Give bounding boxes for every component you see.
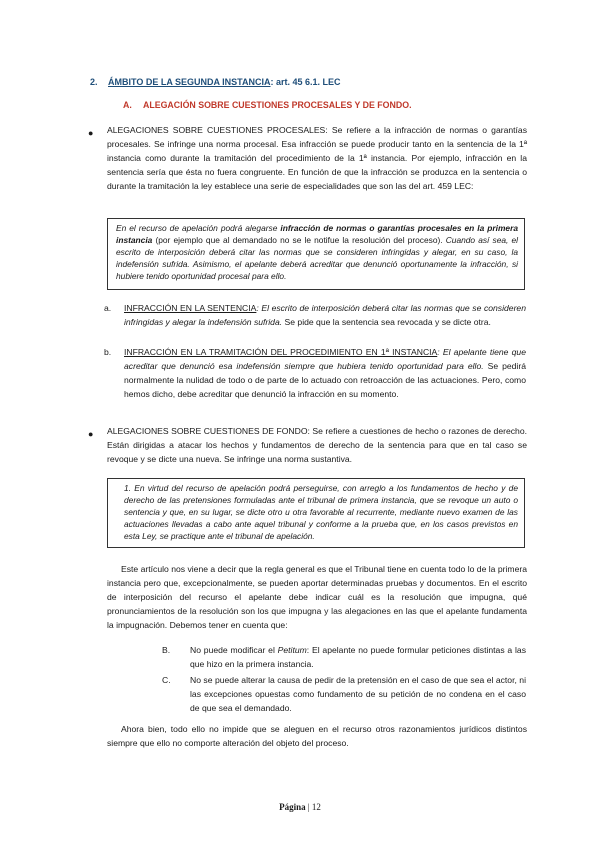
quote-text-intro: En el recurso de apelación podrá alegarse (116, 223, 281, 233)
substantive-allegations-paragraph: ALEGACIONES SOBRE CUESTIONES DE FONDO: Se refiere a cuestiones de hecho o razones de derecho. Están dirigidas a atacar los hechos y fundamentos de derecho de la sentencia para que en tal caso se revoque y se dicte una nueva. Se infringe una norma sustantiva. (107, 426, 527, 464)
quote-text-bold: infracción de normas o garantías procesales en la primera instancia (116, 223, 518, 245)
quote-text-body: Cuando así sea, el escrito de interposición deberá citar las normas que se consideren infringidas y alegar, en su caso, la indefensión sufrida. Asimismo, el apelante deberá acreditar que denunció oportunamente la infracción, si hubiere tenido oportunidad procesal para ello. (116, 235, 518, 281)
list-item-text: Se pide que la sentencia sea revocada y se dicte otra. (282, 317, 491, 327)
list-item-italic: : El escrito de interposición deberá citar las normas que se consideren infringidas y alegar la indefensión sufrida. (124, 303, 526, 327)
list-item-italic: : El apelante tiene que acreditar que denunció esa indefensión siempre que hubiera tenido oportunidad para ello. (124, 347, 526, 371)
list-item-text: No se puede alterar la causa de pedir de la pretensión en el caso de que sea el actor, ni las excepciones opuestas como fundamento de su petición de no condena en el caso de que sea el demandado. (190, 675, 526, 713)
subsection-letter: A. (123, 100, 132, 110)
list-item (162, 643, 527, 671)
section-heading (90, 75, 341, 89)
bullet-icon: ● (88, 429, 94, 439)
list-item-rest: : El apelante no puede formular peticiones distintas a las que hizo en la primera instancia. (190, 645, 527, 669)
legal-quote-box-456: 1. En virtud del recurso de apelación podrá perseguirse, con arreglo a los fundamentos de hecho y de derecho de las pretensiones formuladas ante el tribunal de primera instancia, que se revoque un auto o sentencia y que, en su lugar, se dicte otro u otra favorable al recurrente, mediante nuevo examen de las actuaciones llevadas a cabo ante aquel tribunal y conforme a la prueba que, en los casos previstos en esta Ley, se practique ante el tribunal de apelación. (107, 478, 525, 548)
procedural-allegations-paragraph: ALEGACIONES SOBRE CUESTIONES PROCESALES: Se refiere a la infracción de normas o garantías procesales. Se infringe una norma procesal. Esa infracción se puede producir tanto en la sentencia de la 1ª instancia como durante la tramitación del procedimiento de la 1ª instancia. Por ejemplo, infracción en la sentencia sería que ésta no fuera congruente. En función de que la infracción se produzca en la sentencia o durante la tramitación la ley establece una serie de especialidades que son las del art. 459 LEC: (107, 125, 527, 191)
list-item-letter: C. (162, 675, 171, 685)
page-footer (0, 800, 600, 814)
list-item-italic: Petitum (277, 645, 307, 655)
list-item (162, 673, 526, 715)
section-reference: : art. 45 6.1. LEC (270, 77, 341, 87)
quote-text-example: (por ejemplo que al demandado no se le notifue la resolución del proceso). (152, 235, 443, 245)
list-item-title: INFRACCIÓN EN LA SENTENCIA (124, 303, 257, 313)
page-separator: | (305, 802, 312, 812)
list-item-text: Se pedirá normalmente la nulidad de todo o de parte de lo actuado con retroacción de las actuaciones. Pero, como hemos dicho, debe acreditar que denunció la infracción en su momento. (124, 361, 526, 399)
list-item-letter: b. (104, 347, 112, 357)
legal-quote-box-459 (107, 218, 525, 290)
list-item-title: INFRACCIÓN EN LA TRAMITACIÓN DEL PROCEDIMIENTO EN 1ª INSTANCIA (124, 347, 438, 357)
page-number: 12 (311, 802, 321, 812)
explanation-paragraph: Este artículo nos viene a decir que la regla general es que el Tribunal tiene en cuenta todo lo de la primera instancia pero que, excepcionalmente, se pueden aportar determinadas pruebas y documentos. En el escrito de interposición del recurso el apelante debe indicar cuál es la resolución que impugna, qué pronunciamientos de la resolución son los que impugna y las alegaciones en las que el apelante fundamenta la impugnación. Debemos tener en cuenta que: (107, 564, 527, 630)
bullet-icon: ● (88, 128, 94, 138)
page-label: Página (279, 802, 306, 812)
list-item-letter: B. (162, 645, 171, 655)
subsection-title: ALEGACIÓN SOBRE CUESTIONES PROCESALES Y DE FONDO. (143, 100, 412, 110)
section-title: ÁMBITO DE LA SEGUNDA INSTANCIA (108, 77, 271, 87)
list-item (104, 301, 526, 329)
section-number: 2. (90, 77, 98, 87)
subsection-heading (123, 98, 412, 112)
closing-paragraph: Ahora bien, todo ello no impide que se aleguen en el recurso otros razonamientos jurídicos distintos siempre que ello no comporte alteración del objeto del proceso. (107, 724, 527, 748)
list-item-text: No puede modificar el (190, 645, 278, 655)
list-item-letter: a. (104, 303, 112, 313)
list-item (104, 345, 526, 401)
